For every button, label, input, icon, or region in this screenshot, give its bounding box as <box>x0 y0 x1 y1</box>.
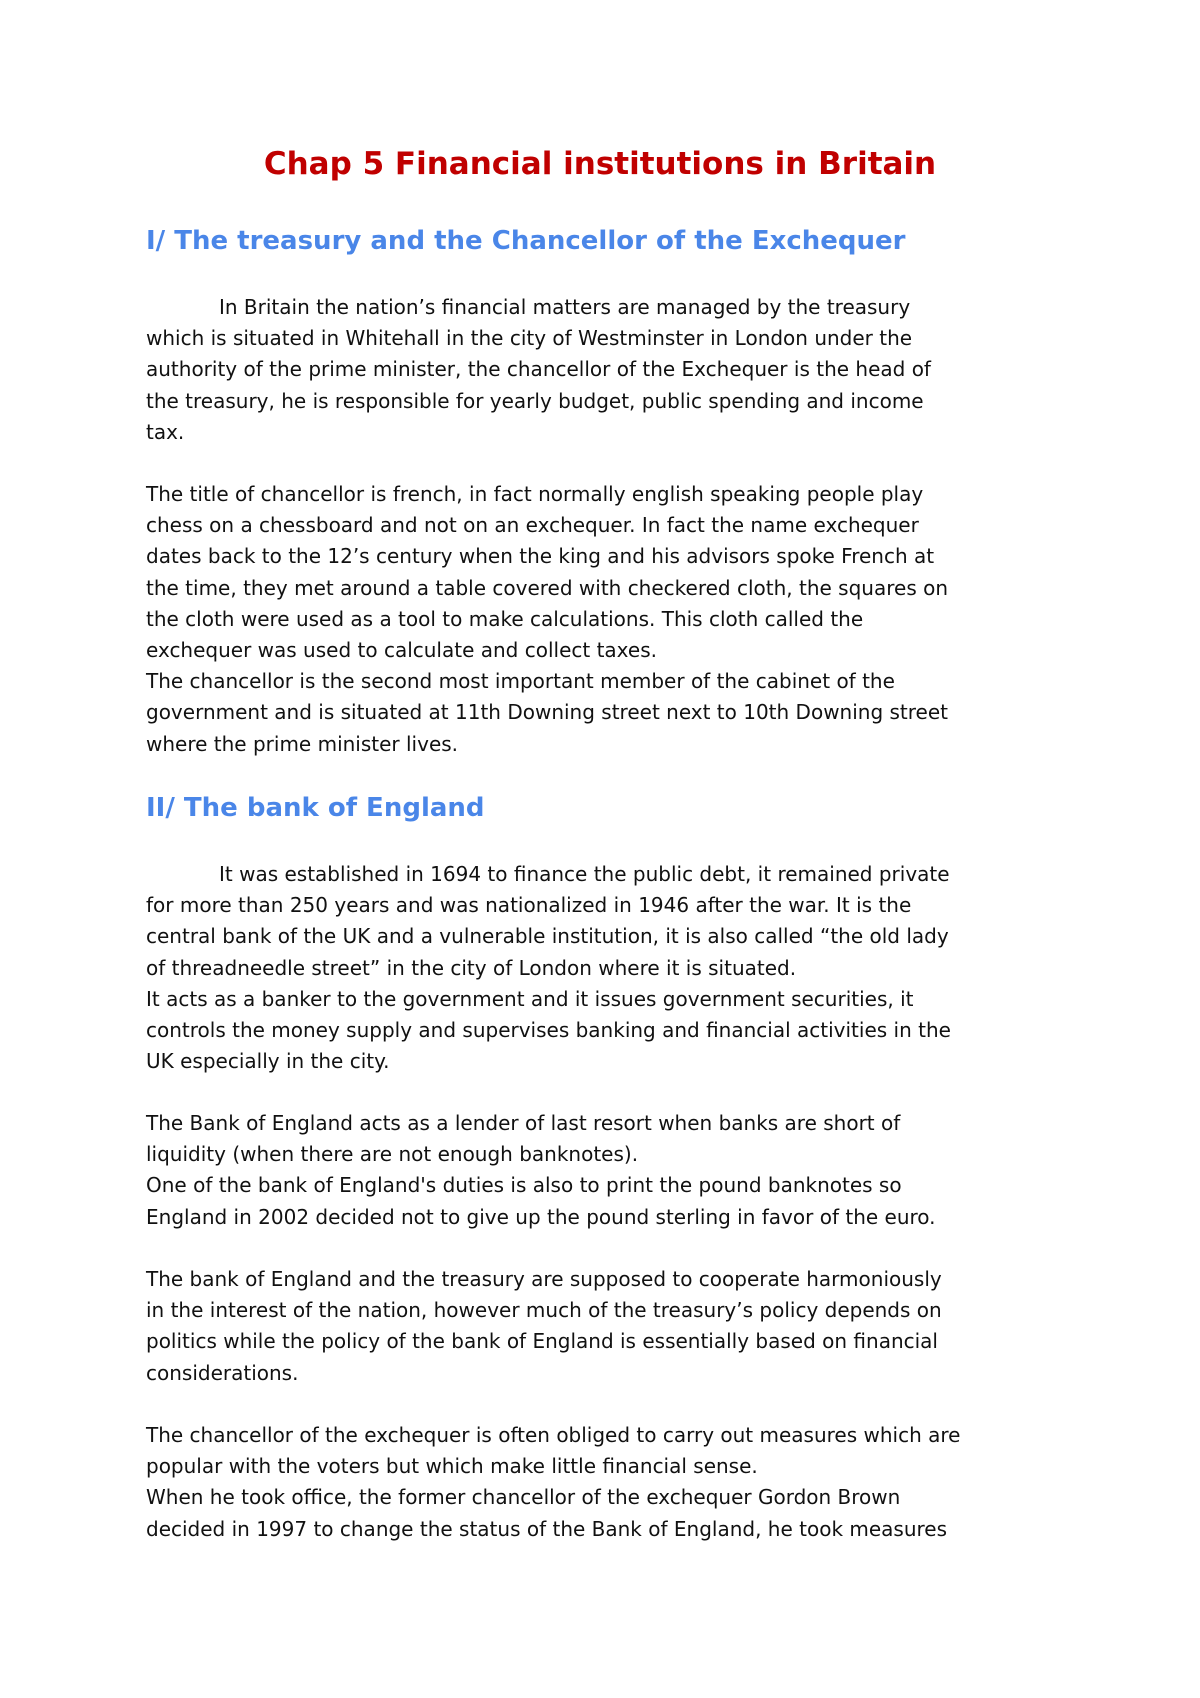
paragraph-cooperation <box>146 1264 1086 1389</box>
text-line: It acts as a banker to the government and it issues government securities, it <box>146 986 914 1011</box>
text-line: The title of chancellor is french, in fact normally english speaking people play <box>146 482 924 506</box>
text-line: popular with the voters but which make little financial sense. <box>146 1454 758 1479</box>
paragraph-treasury-intro <box>146 292 1086 448</box>
text-line: The chancellor of the exchequer is often obliged to carry out measures which are <box>146 1423 961 1447</box>
text-line: The bank of England and the treasury are supposed to cooperate harmoniously <box>146 1267 942 1291</box>
document-title: Chap 5 Financial institutions in Britain <box>263 146 937 182</box>
text-line: controls the money supply and supervises banking and financial activities in the <box>146 1018 951 1043</box>
paragraph-gordon-brown <box>146 1420 1086 1545</box>
section-heading-treasury: I/ The treasury and the Chancellor of the Exchequer <box>146 226 906 256</box>
text-line: considerations. <box>146 1360 299 1385</box>
text-line: When he took office, the former chancellor of the exchequer Gordon Brown <box>146 1485 901 1510</box>
text-line: The chancellor is the second most important member of the cabinet of the <box>146 669 895 694</box>
text-line: central bank of the UK and a vulnerable institution, it is also called “the old lady <box>146 924 949 949</box>
text-line: government and is situated at 11th Downing street next to 10th Downing street <box>146 700 949 725</box>
paragraph-bank-history <box>146 859 1086 1077</box>
text-line: the time, they met around a table covered with checkered cloth, the squares on <box>146 575 949 600</box>
text-line: The Bank of England acts as a lender of last resort when banks are short of <box>146 1111 901 1135</box>
text-line: One of the bank of England's duties is also to print the pound banknotes so <box>146 1173 902 1198</box>
text-line: In Britain the nation’s financial matters are managed by the treasury <box>219 295 911 319</box>
text-line: authority of the prime minister, the chancellor of the Exchequer is the head of <box>146 357 931 382</box>
text-line: tax. <box>146 419 185 444</box>
text-line: politics while the policy of the bank of England is essentially based on financial <box>146 1329 938 1354</box>
text-line: England in 2002 decided not to give up the pound sterling in favor of the euro. <box>146 1204 936 1229</box>
paragraph-lender-last-resort <box>146 1108 1086 1233</box>
text-line: liquidity (when there are not enough banknotes). <box>146 1142 639 1167</box>
text-line: the cloth were used as a tool to make calculations. This cloth called the <box>146 606 864 631</box>
text-line: in the interest of the nation, however much of the treasury’s policy depends on <box>146 1298 942 1323</box>
text-line: the treasury, he is responsible for yearly budget, public spending and income <box>146 388 924 413</box>
text-line: for more than 250 years and was nationalized in 1946 after the war. It is the <box>146 893 912 918</box>
text-line: decided in 1997 to change the status of the Bank of England, he took measures <box>146 1516 948 1541</box>
text-line: of threadneedle street” in the city of London where it is situated. <box>146 955 797 980</box>
text-line: chess on a chessboard and not on an exchequer. In fact the name exchequer <box>146 513 919 538</box>
paragraph-chancellor-title <box>146 479 1086 760</box>
text-line: exchequer was used to calculate and collect taxes. <box>146 638 657 663</box>
text-line: UK especially in the city. <box>146 1049 390 1074</box>
text-line: which is situated in Whitehall in the city of Westminster in London under the <box>146 326 913 351</box>
section-heading-bank-of-england: II/ The bank of England <box>146 793 485 823</box>
text-line: It was established in 1694 to finance the public debt, it remained private <box>219 862 950 886</box>
text-line: dates back to the 12’s century when the king and his advisors spoke French at <box>146 544 935 569</box>
text-line: where the prime minister lives. <box>146 731 459 756</box>
